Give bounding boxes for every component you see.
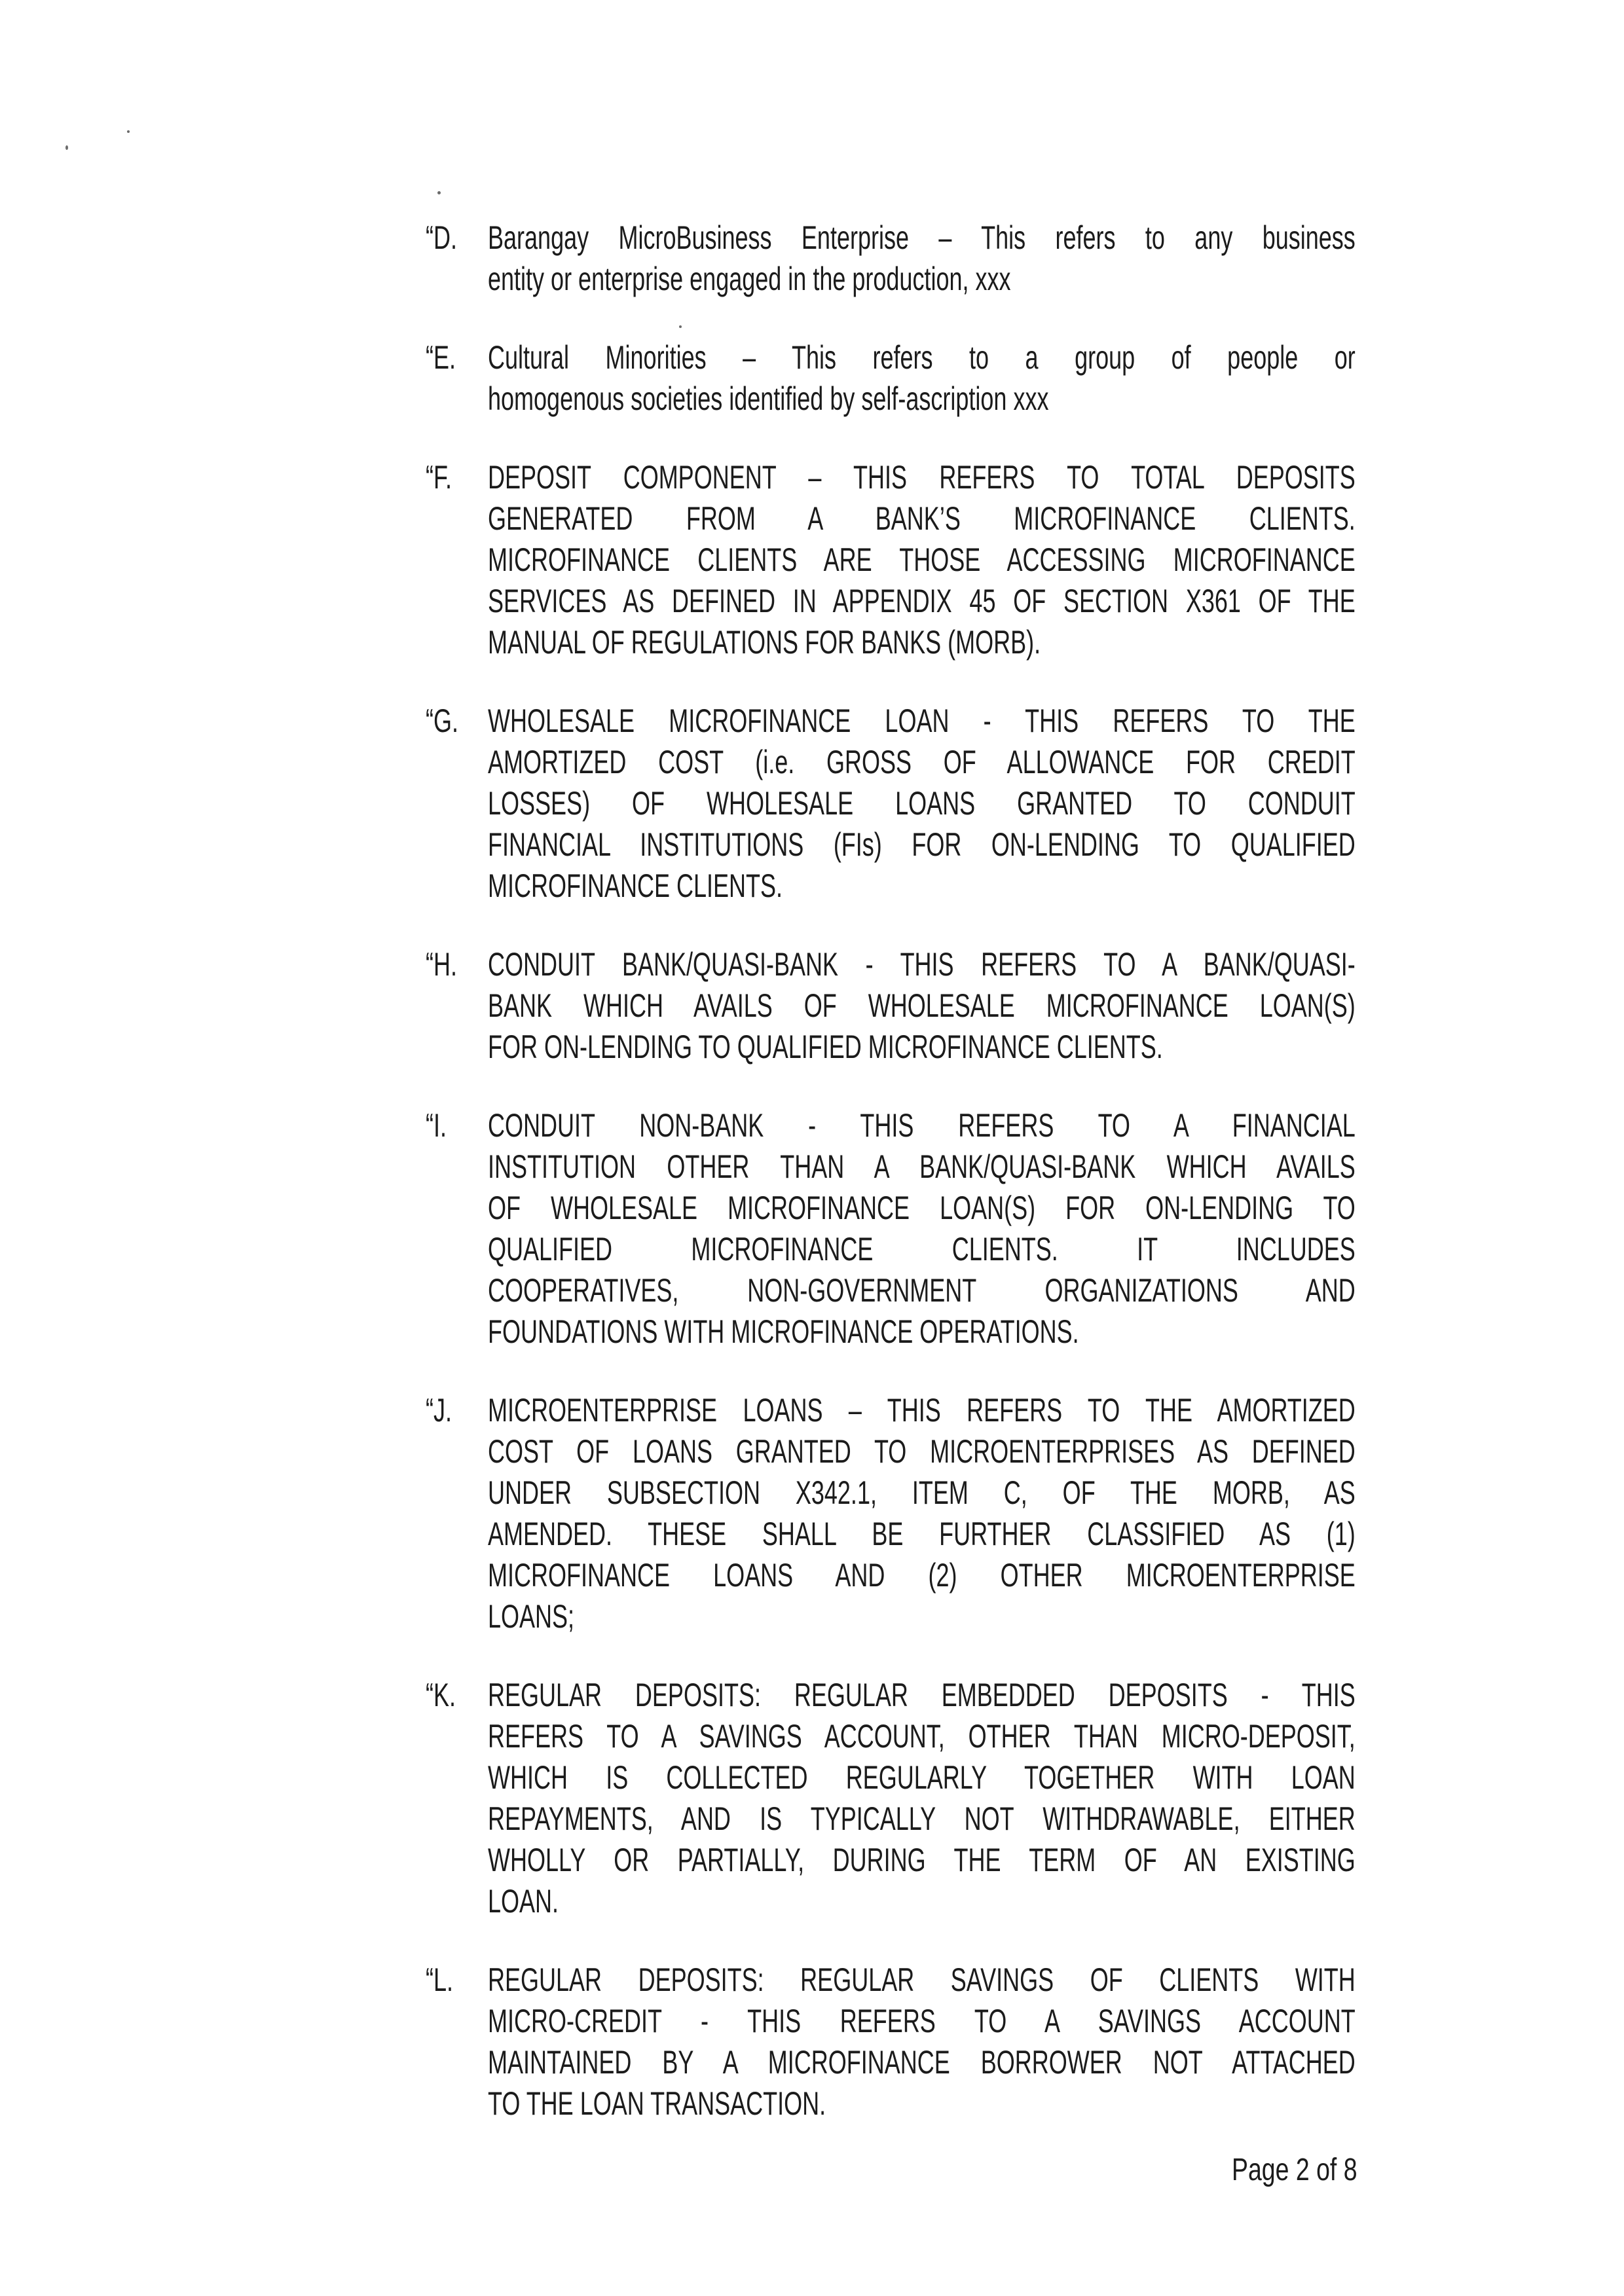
- text-line: GENERATED FROM A BANK’S MICROFINANCE CLIENTS.: [488, 500, 1356, 537]
- text-line: MICROFINANCE CLIENTS ARE THOSE ACCESSING MICROFINANCE: [488, 541, 1356, 578]
- text-line: FINANCIAL INSTITUTIONS (FIs) FOR ON-LENDING TO QUALIFIED: [488, 826, 1356, 863]
- item-letter-label: “I.: [426, 1107, 447, 1144]
- item-text: [488, 457, 1356, 663]
- text-line: OF WHOLESALE MICROFINANCE LOAN(S) FOR ON-LENDING TO: [488, 1190, 1356, 1226]
- definition-item-i: [426, 1105, 1408, 1353]
- text-line: COST OF LOANS GRANTED TO MICROENTERPRISES AS DEFINED: [488, 1433, 1356, 1470]
- definition-item-j: [426, 1390, 1408, 1637]
- text-line: DEPOSIT COMPONENT – THIS REFERS TO TOTAL DEPOSITS: [488, 459, 1356, 496]
- text-line: REPAYMENTS, AND IS TYPICALLY NOT WITHDRAWABLE, EITHER: [488, 1800, 1356, 1837]
- definition-item-h: [426, 944, 1408, 1068]
- text-line: MICROFINANCE LOANS AND (2) OTHER MICROENTERPRISE: [488, 1557, 1356, 1594]
- item-letter-label: “K.: [426, 1677, 456, 1713]
- scan-speck: [437, 191, 441, 194]
- definition-item-e: [426, 337, 1408, 420]
- item-letter-label: “L.: [426, 1961, 454, 1998]
- text-line: AMORTIZED COST (i.e. GROSS OF ALLOWANCE FOR CREDIT: [488, 744, 1356, 780]
- item-letter-label: “D.: [426, 219, 457, 256]
- text-line: REGULAR DEPOSITS: REGULAR EMBEDDED DEPOSITS - THIS: [488, 1677, 1356, 1713]
- text-line: LOSSES) OF WHOLESALE LOANS GRANTED TO CONDUIT: [488, 785, 1356, 822]
- text-line: MICROENTERPRISE LOANS – THIS REFERS TO THE AMORTIZED: [488, 1392, 1356, 1429]
- definition-item-d: [426, 217, 1408, 300]
- item-letter-label: “H.: [426, 946, 457, 983]
- definitions-list: [426, 217, 1408, 2162]
- item-text: [488, 1675, 1356, 1922]
- text-line: SERVICES AS DEFINED IN APPENDIX 45 OF SECTION X361 OF THE: [488, 583, 1356, 619]
- text-line: MICRO-CREDIT - THIS REFERS TO A SAVINGS ACCOUNT: [488, 2003, 1356, 2039]
- definition-item-f: [426, 457, 1408, 663]
- definition-item-k: [426, 1675, 1408, 1922]
- item-letter-label: “F.: [426, 459, 452, 496]
- text-line: CONDUIT BANK/QUASI-BANK - THIS REFERS TO A BANK/QUASI-: [488, 946, 1356, 983]
- text-line: AMENDED. THESE SHALL BE FURTHER CLASSIFIED AS (1): [488, 1516, 1356, 1552]
- text-line: INSTITUTION OTHER THAN A BANK/QUASI-BANK WHICH AVAILS: [488, 1148, 1356, 1185]
- definition-item-l: [426, 1959, 1408, 2124]
- item-text: [488, 1105, 1356, 1353]
- item-text: [488, 1390, 1356, 1637]
- text-line: LOANS;: [488, 1598, 575, 1635]
- text-line: REFERS TO A SAVINGS ACCOUNT, OTHER THAN MICRO-DEPOSIT,: [488, 1718, 1356, 1755]
- text-line: BANK WHICH AVAILS OF WHOLESALE MICROFINANCE LOAN(S): [488, 987, 1356, 1024]
- item-text: [488, 701, 1356, 907]
- text-line: QUALIFIED MICROFINANCE CLIENTS. IT INCLUDES: [488, 1231, 1356, 1267]
- page-number: Page 2 of 8: [1232, 2153, 1357, 2187]
- text-line: Barangay MicroBusiness Enterprise – This refers to any business: [488, 219, 1356, 256]
- scan-speck: [65, 145, 68, 150]
- item-text: [488, 944, 1356, 1068]
- item-text: [488, 337, 1356, 420]
- text-line: homogenous societies identified by self-ascription xxx: [488, 380, 1049, 417]
- text-line: FOUNDATIONS WITH MICROFINANCE OPERATIONS.: [488, 1313, 1079, 1350]
- text-line: MICROFINANCE CLIENTS.: [488, 867, 783, 904]
- text-line: MAINTAINED BY A MICROFINANCE BORROWER NOT ATTACHED: [488, 2044, 1356, 2081]
- item-letter-label: “E.: [426, 339, 456, 376]
- text-line: UNDER SUBSECTION X342.1, ITEM C, OF THE MORB, AS: [488, 1474, 1356, 1511]
- text-line: REGULAR DEPOSITS: REGULAR SAVINGS OF CLIENTS WITH: [488, 1961, 1356, 1998]
- text-line: WHICH IS COLLECTED REGULARLY TOGETHER WITH LOAN: [488, 1759, 1356, 1796]
- text-line: FOR ON-LENDING TO QUALIFIED MICROFINANCE CLIENTS.: [488, 1029, 1163, 1065]
- item-text: [488, 217, 1356, 300]
- text-line: entity or enterprise engaged in the production, xxx: [488, 261, 1011, 297]
- text-line: LOAN.: [488, 1883, 559, 1920]
- text-line: WHOLESALE MICROFINANCE LOAN - THIS REFERS TO THE: [488, 702, 1356, 739]
- item-letter-label: “G.: [426, 702, 458, 739]
- item-text: [488, 1959, 1356, 2124]
- text-line: TO THE LOAN TRANSACTION.: [488, 2085, 826, 2122]
- text-line: COOPERATIVES, NON-GOVERNMENT ORGANIZATIONS AND: [488, 1272, 1356, 1309]
- text-line: WHOLLY OR PARTIALLY, DURING THE TERM OF AN EXISTING: [488, 1842, 1356, 1878]
- text-line: MANUAL OF REGULATIONS FOR BANKS (MORB).: [488, 624, 1041, 661]
- definition-item-g: [426, 701, 1408, 907]
- text-line: CONDUIT NON-BANK - THIS REFERS TO A FINANCIAL: [488, 1107, 1356, 1144]
- text-line: Cultural Minorities – This refers to a group of people or: [488, 339, 1356, 376]
- scan-speck: [127, 130, 130, 133]
- item-letter-label: “J.: [426, 1392, 452, 1429]
